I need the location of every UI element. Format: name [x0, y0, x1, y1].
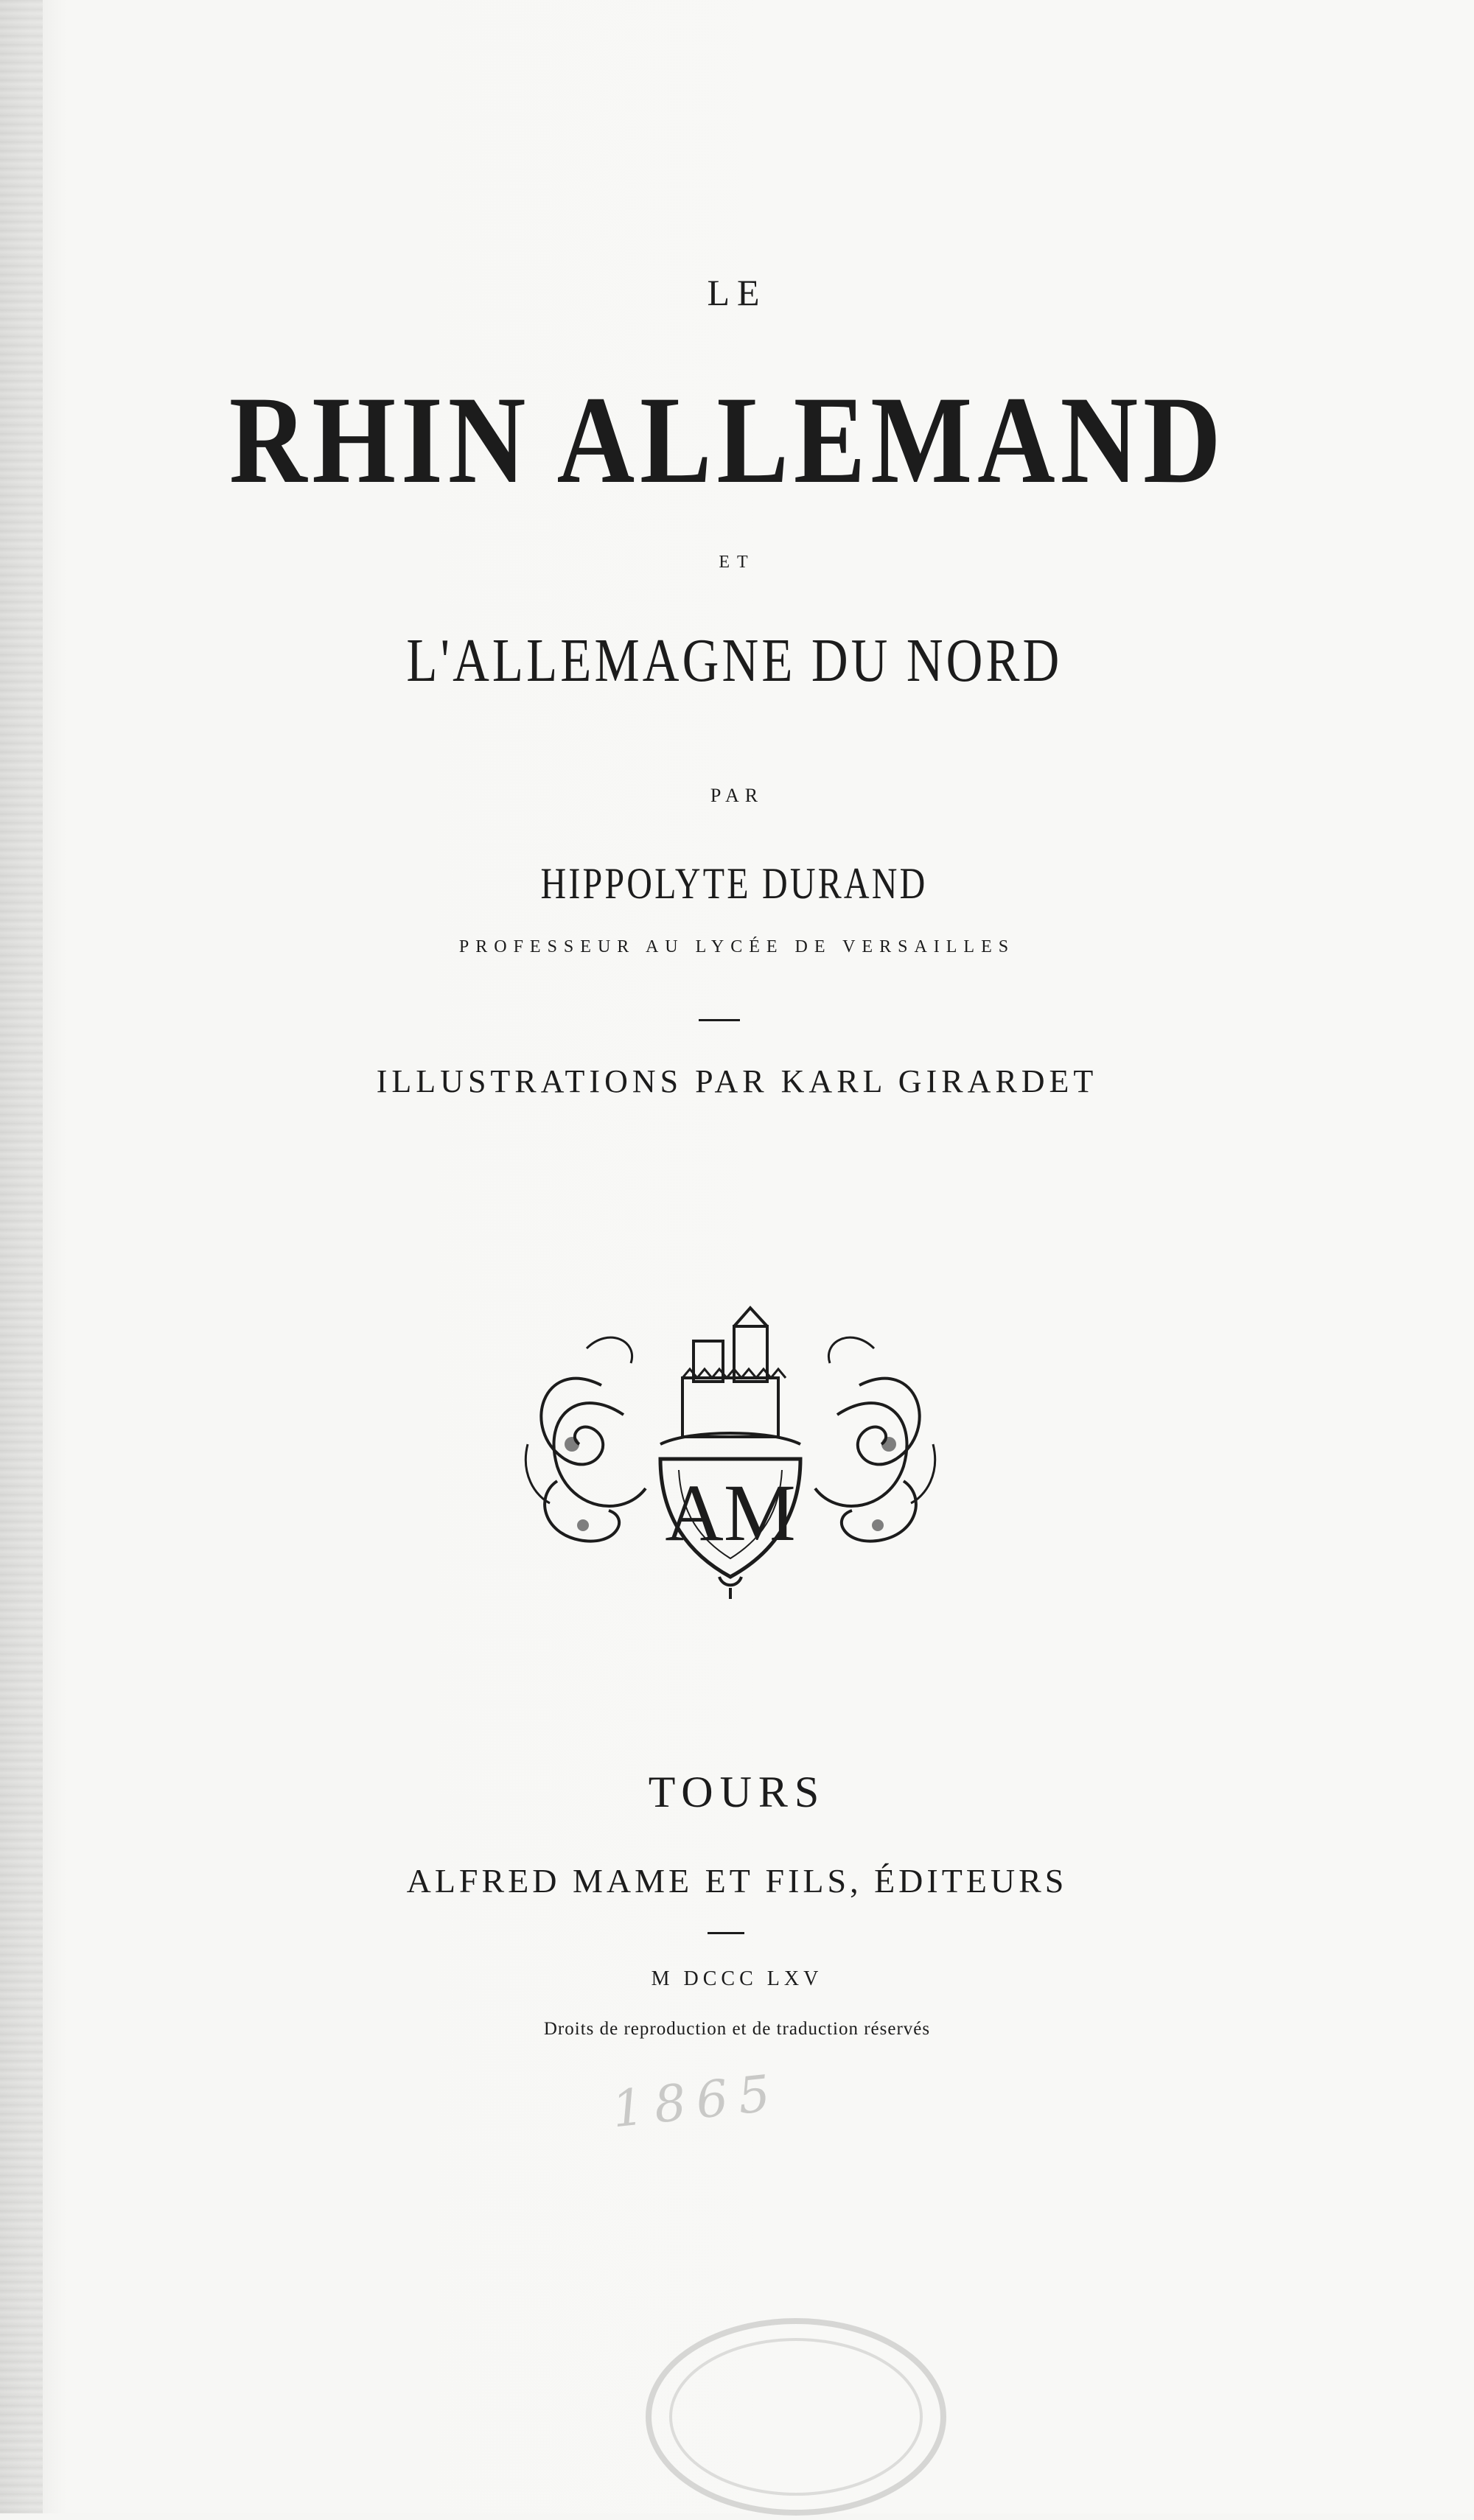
subtitle: L'ALLEMAGNE DU NORD [406, 626, 1063, 695]
divider-rule [699, 1019, 740, 1021]
library-stamp-icon [634, 2299, 958, 2520]
title-conjunction: ET [719, 553, 755, 572]
publication-city: TOURS [648, 1768, 826, 1816]
emblem-monogram: AM [665, 1468, 796, 1558]
author-name: HIPPOLYTE DURAND [540, 859, 928, 908]
publisher-name: ALFRED MAME ET FILS, ÉDITEURS [406, 1862, 1068, 1900]
author-role: PROFESSEUR AU LYCÉE DE VERSAILLES [458, 937, 1016, 956]
divider-rule-2 [708, 1932, 744, 1934]
rights-notice: Droits de reproduction et de traduction réservés [543, 2019, 931, 2039]
illustrator-credit: ILLUSTRATIONS PAR KARL GIRARDET [376, 1063, 1098, 1099]
title-article: LE [707, 272, 767, 313]
binding-edge [0, 0, 43, 2513]
publication-year: M DCCC LXV [651, 1967, 823, 1990]
main-title: RHIN ALLEMAND [228, 371, 1226, 509]
publisher-emblem-icon [513, 1297, 948, 1599]
handwritten-year: 1865 [609, 2063, 783, 2140]
author-prefix: PAR [710, 785, 764, 806]
